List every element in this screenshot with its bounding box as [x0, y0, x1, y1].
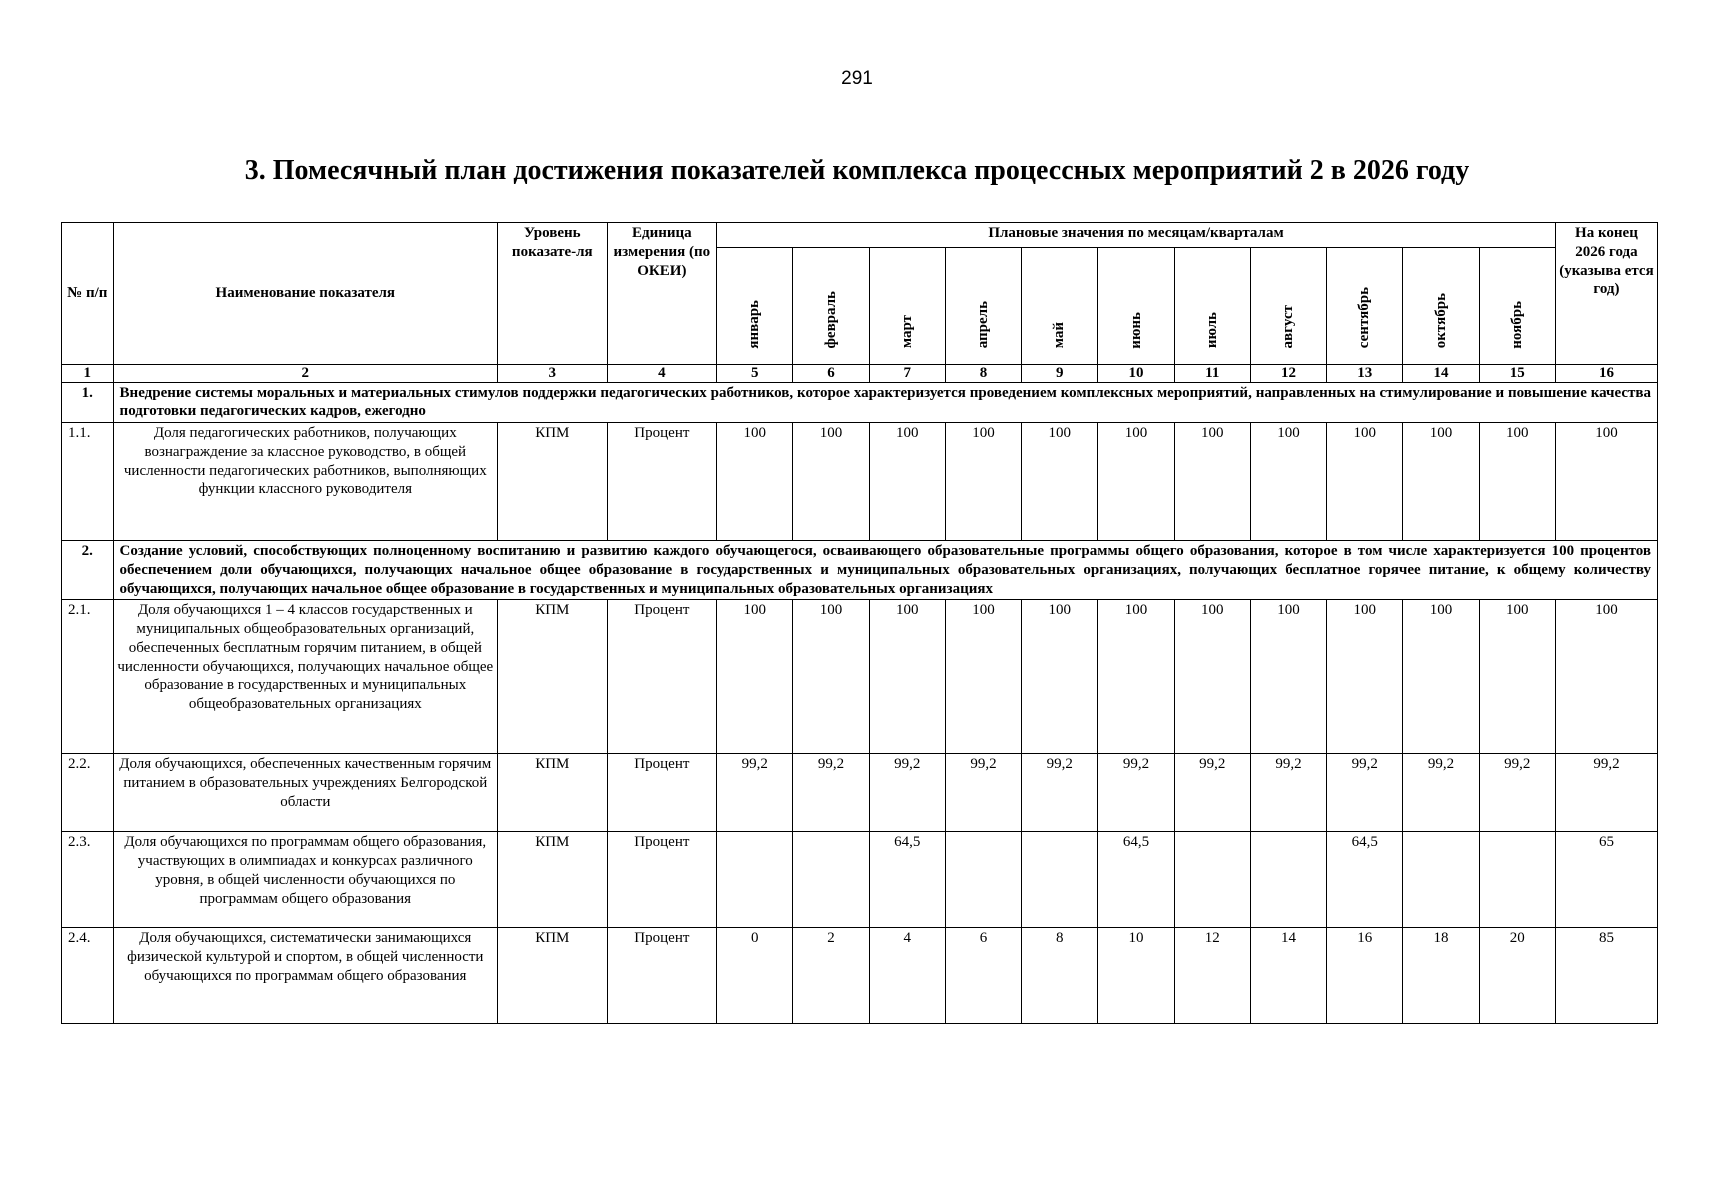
month-value: 100: [1403, 600, 1479, 754]
month-value: 64,5: [1327, 832, 1403, 928]
month-label: июнь: [1127, 311, 1144, 349]
table-body: [62, 382, 1658, 1024]
indicator-row: [62, 600, 1658, 754]
column-number: 13: [1327, 365, 1403, 383]
month-value: 100: [1479, 600, 1555, 754]
month-value: 4: [869, 928, 945, 1024]
column-number: 1: [62, 365, 114, 383]
month-value: [1174, 832, 1250, 928]
year-end-value: 85: [1555, 928, 1657, 1024]
column-number: 2: [113, 365, 497, 383]
month-label: октябрь: [1432, 293, 1449, 349]
month-value: 100: [793, 423, 869, 541]
indicator-name: Доля обучающихся, систематически занимающихся физической культурой и спортом, в общей численности обучающихся по программам общего образования: [113, 928, 497, 1024]
month-value: 100: [1098, 423, 1174, 541]
indicator-name: Доля обучающихся, обеспеченных качественным горячим питанием в образовательных учреждениях Белгородской области: [113, 754, 497, 832]
indicator-unit: Процент: [607, 600, 717, 754]
column-number-row: [62, 365, 1658, 383]
month-header: [1403, 248, 1479, 365]
section-title: Внедрение системы моральных и материальных стимулов поддержки педагогических работников, которое характеризуется проведением комплексных мероприятий, направленных на стимулирование и повышение качества подготовки педагогических кадров, ежегодно: [113, 382, 1657, 423]
month-value: 100: [717, 423, 793, 541]
header-name: Наименование показателя: [113, 223, 497, 365]
month-value: 99,2: [1479, 754, 1555, 832]
month-label: май: [1051, 321, 1068, 349]
month-header: [1479, 248, 1555, 365]
month-value: [1022, 832, 1098, 928]
month-header: [1098, 248, 1174, 365]
month-label: август: [1280, 304, 1297, 349]
column-number: 3: [498, 365, 608, 383]
month-value: 16: [1327, 928, 1403, 1024]
month-value: 99,2: [869, 754, 945, 832]
column-number: 12: [1250, 365, 1326, 383]
month-value: 20: [1479, 928, 1555, 1024]
column-number: 9: [1022, 365, 1098, 383]
column-number: 8: [945, 365, 1021, 383]
year-end-value: 100: [1555, 600, 1657, 754]
month-header: [1022, 248, 1098, 365]
month-value: 100: [1327, 423, 1403, 541]
month-label: июль: [1203, 312, 1220, 349]
month-value: 18: [1403, 928, 1479, 1024]
month-value: 64,5: [869, 832, 945, 928]
month-value: [793, 832, 869, 928]
month-value: 99,2: [1174, 754, 1250, 832]
month-value: 100: [1022, 423, 1098, 541]
month-value: 100: [1327, 600, 1403, 754]
month-value: 100: [1174, 423, 1250, 541]
column-number: 5: [717, 365, 793, 383]
section-number: 1.: [62, 382, 114, 423]
page-title: 3. Помесячный план достижения показателей комплекса процессных мероприятий 2 в 2026 году: [244, 155, 1470, 186]
month-value: 100: [1098, 600, 1174, 754]
section-title: Создание условий, способствующих полноценному воспитанию и развитию каждого обучающегося, осваивающего образовательные программы общего образования, которое в том числе характеризуется 100 процентов обеспечением доли обучающихся, получающих начальное общее образование в государственных и муниципальных образовательных организациях, получающих бесплатное горячее питание, к общему количеству обучающихся, получающих начальное общее образование в государственных и муниципальных образовательных организациях: [113, 541, 1657, 600]
month-value: [1403, 832, 1479, 928]
year-end-value: 100: [1555, 423, 1657, 541]
column-number: 15: [1479, 365, 1555, 383]
indicator-unit: Процент: [607, 928, 717, 1024]
table-header: [62, 223, 1658, 383]
indicator-unit: Процент: [607, 423, 717, 541]
header-unit: Единица измерения (по ОКЕИ): [607, 223, 717, 365]
month-value: 99,2: [793, 754, 869, 832]
month-label: февраль: [822, 290, 839, 349]
month-label: ноябрь: [1508, 300, 1525, 349]
month-header: [717, 248, 793, 365]
indicator-name: Доля обучающихся по программам общего образования, участвующих в олимпиадах и конкурсах различного уровня, в общей численности обучающихся по программам общего образования: [113, 832, 497, 928]
month-value: 99,2: [1098, 754, 1174, 832]
month-value: 100: [793, 600, 869, 754]
indicator-row: [62, 423, 1658, 541]
section-number: 2.: [62, 541, 114, 600]
month-value: 100: [869, 423, 945, 541]
month-value: 64,5: [1098, 832, 1174, 928]
month-value: 2: [793, 928, 869, 1024]
month-label: март: [898, 315, 915, 349]
month-header: [1250, 248, 1326, 365]
row-number: 2.4.: [62, 928, 114, 1024]
indicator-level: КПМ: [498, 928, 608, 1024]
section-row: [62, 541, 1658, 600]
month-label: сентябрь: [1356, 287, 1373, 349]
indicator-name: Доля обучающихся 1 – 4 классов государственных и муниципальных общеобразовательных организаций, обеспеченных бесплатным горячим питанием, в общей численности обучающихся, получающих начальное общее образование в государственных и муниципальных общеобразовательных организациях: [113, 600, 497, 754]
month-value: 0: [717, 928, 793, 1024]
month-value: 99,2: [1022, 754, 1098, 832]
row-number: 2.3.: [62, 832, 114, 928]
month-value: 100: [869, 600, 945, 754]
row-number: 2.2.: [62, 754, 114, 832]
month-label: апрель: [975, 300, 992, 349]
month-value: 99,2: [1327, 754, 1403, 832]
month-value: 99,2: [1403, 754, 1479, 832]
month-value: 100: [945, 600, 1021, 754]
month-value: 14: [1250, 928, 1326, 1024]
month-value: 100: [1022, 600, 1098, 754]
page-number: 291: [841, 68, 873, 89]
indicator-unit: Процент: [607, 754, 717, 832]
year-end-value: 99,2: [1555, 754, 1657, 832]
month-value: [945, 832, 1021, 928]
indicator-row: [62, 928, 1658, 1024]
section-row: [62, 382, 1658, 423]
month-value: 100: [1479, 423, 1555, 541]
month-value: 12: [1174, 928, 1250, 1024]
month-value: 100: [1403, 423, 1479, 541]
month-value: 100: [1174, 600, 1250, 754]
month-value: 100: [1250, 423, 1326, 541]
indicator-row: [62, 754, 1658, 832]
header-end: На конец 2026 года (указыва ется год): [1555, 223, 1657, 365]
month-header: [1174, 248, 1250, 365]
month-value: 100: [1250, 600, 1326, 754]
indicator-level: КПМ: [498, 754, 608, 832]
indicator-name: Доля педагогических работников, получающих вознаграждение за классное руководство, в общей численности педагогических работников, выполняющих функции классного руководителя: [113, 423, 497, 541]
column-number: 4: [607, 365, 717, 383]
year-end-value: 65: [1555, 832, 1657, 928]
indicator-level: КПМ: [498, 832, 608, 928]
column-number: 11: [1174, 365, 1250, 383]
month-header: [869, 248, 945, 365]
row-number: 1.1.: [62, 423, 114, 541]
column-number: 16: [1555, 365, 1657, 383]
month-value: 100: [945, 423, 1021, 541]
column-number: 14: [1403, 365, 1479, 383]
column-number: 6: [793, 365, 869, 383]
column-number: 7: [869, 365, 945, 383]
plan-table: [61, 222, 1658, 1024]
month-value: [1250, 832, 1326, 928]
month-value: 10: [1098, 928, 1174, 1024]
month-value: 99,2: [1250, 754, 1326, 832]
month-value: [1479, 832, 1555, 928]
indicator-level: КПМ: [498, 423, 608, 541]
month-value: 8: [1022, 928, 1098, 1024]
indicator-row: [62, 832, 1658, 928]
month-header: [1327, 248, 1403, 365]
header-num: № п/п: [62, 223, 114, 365]
month-value: [717, 832, 793, 928]
plan-table-container: [61, 222, 1658, 1024]
month-header: [793, 248, 869, 365]
indicator-unit: Процент: [607, 832, 717, 928]
column-number: 10: [1098, 365, 1174, 383]
indicator-level: КПМ: [498, 600, 608, 754]
month-label: январь: [746, 299, 763, 349]
header-level: Уровень показате-ля: [498, 223, 608, 365]
header-planned: Плановые значения по месяцам/кварталам: [717, 223, 1556, 248]
row-number: 2.1.: [62, 600, 114, 754]
month-header: [945, 248, 1021, 365]
month-value: 99,2: [945, 754, 1021, 832]
month-value: 99,2: [717, 754, 793, 832]
month-value: 6: [945, 928, 1021, 1024]
month-value: 100: [717, 600, 793, 754]
